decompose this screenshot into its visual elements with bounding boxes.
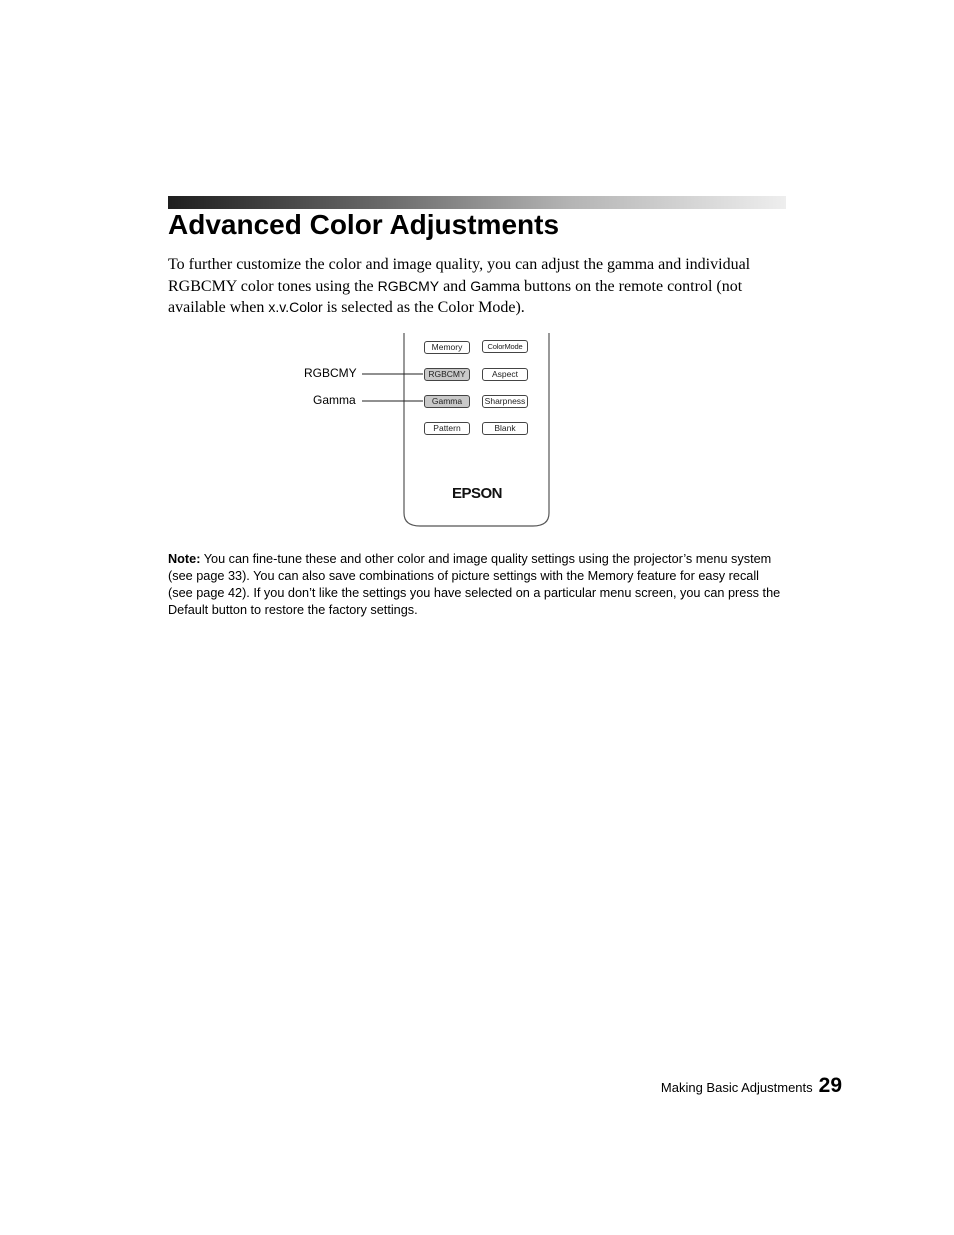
remote-rgbcmy-button: RGBCMY [424, 368, 470, 381]
intro-gamma-button-name: Gamma [470, 277, 520, 294]
remote-memory-button: Memory [424, 341, 470, 354]
note-text: You can fine-tune these and other color and image quality settings using the projector’s menu system (see page 33). You can also save combinations of picture settings with the Memory feature for easy recall (see page 42). If you don’t like the settings you have selected on a particular menu screen, you can press the Default button to restore the factory settings. [168, 552, 781, 617]
remote-aspect-button: Aspect [482, 368, 528, 381]
remote-pattern-button: Pattern [424, 422, 470, 435]
remote-sharpness-button: Sharpness [482, 395, 528, 408]
intro-text-1: To further customize the color and image quality, you can adjust the gamma and individual RGBCMY color tones using the [168, 256, 751, 295]
intro-text-2: and [439, 277, 471, 295]
footer-section-title: Making Basic Adjustments [660, 1080, 813, 1095]
callout-label-gamma: Gamma [313, 393, 356, 407]
intro-text-4: is selected as the Color Mode). [322, 299, 525, 316]
note-paragraph [168, 551, 783, 619]
intro-color-mode-name: x.v.Color [268, 299, 323, 315]
remote-blank-button: Blank [482, 422, 528, 435]
page-number: 29 [818, 1074, 842, 1097]
remote-color-mode-button: ColorMode [482, 340, 528, 353]
callout-label-rgbcmy: RGBCMY [304, 366, 357, 380]
intro-text-3: buttons on the remote control (not available when [168, 277, 743, 316]
intro-rgbcmy-button-name: RGBCMY [377, 277, 440, 294]
epson-logo: EPSON [451, 485, 502, 502]
note-label: Note: [168, 552, 201, 566]
remote-gamma-button: Gamma [424, 395, 470, 408]
page-footer [661, 1074, 842, 1098]
page-title: Advanced Color Adjustments [168, 209, 560, 240]
